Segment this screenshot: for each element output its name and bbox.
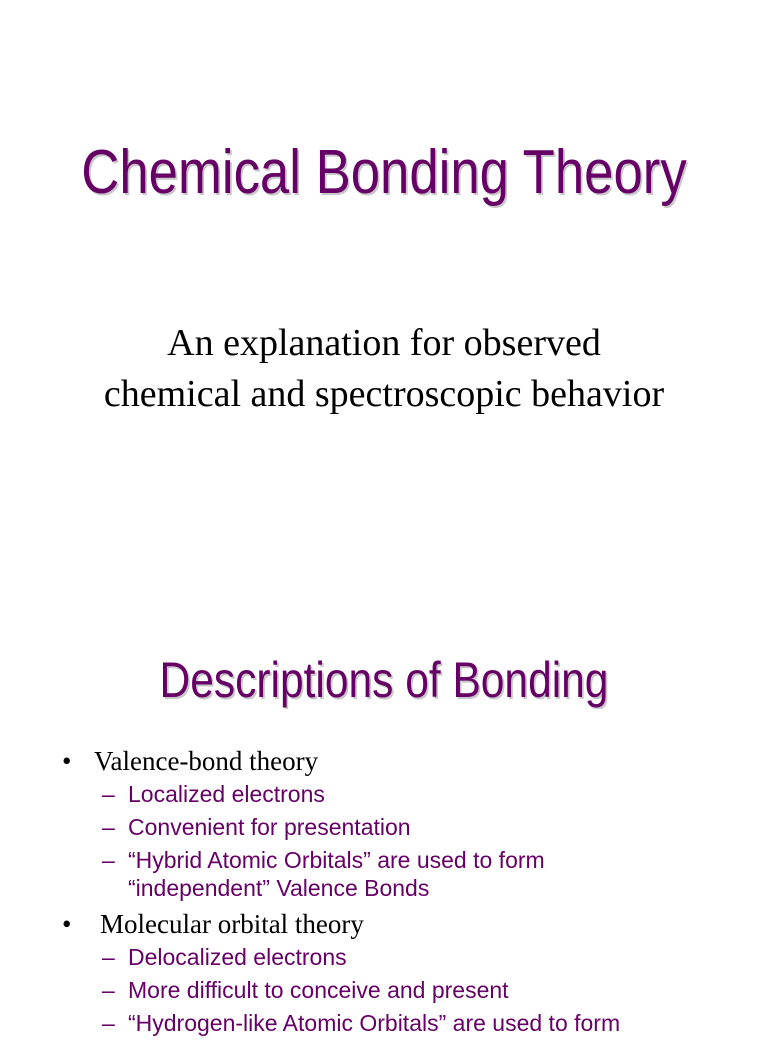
bullet-list (60, 744, 760, 1042)
bullet-text: Valence-bond theory (94, 746, 319, 776)
bullet-text: Molecular orbital theory (100, 909, 364, 939)
slide-subtitle (0, 318, 768, 420)
dash-icon: – (102, 944, 115, 970)
sub-item (102, 780, 760, 808)
bullet-dot-icon: • (62, 909, 72, 939)
dash-icon: – (102, 781, 115, 807)
dash-icon: – (102, 1010, 115, 1036)
sub-item-text: More difficult to conceive and present (128, 977, 509, 1003)
sub-item (102, 1009, 760, 1037)
sub-item-text: Localized electrons (128, 781, 325, 807)
sub-item (102, 943, 760, 971)
slide-descriptions (0, 512, 768, 1036)
bullet-dot-icon: • (62, 746, 72, 776)
dash-icon: – (102, 814, 115, 840)
sub-list (60, 780, 760, 902)
sub-list (60, 943, 760, 1037)
sub-item-text: Convenient for presentation (128, 814, 411, 840)
bullet-valence-bond (60, 744, 760, 902)
sub-item (102, 846, 760, 902)
dash-icon: – (102, 847, 115, 873)
subtitle-line-2: chemical and spectroscopic behavior (103, 373, 665, 415)
dash-icon: – (102, 977, 115, 1003)
subtitle-line-1: An explanation for observed (167, 322, 601, 364)
slide-title-heading: Chemical Bonding Theory (81, 138, 687, 207)
sub-item-text: “Hydrogen-like Atomic Orbitals” are used to form (128, 1010, 621, 1036)
sub-item-text: Delocalized electrons (128, 944, 347, 970)
sub-item-text: “Hybrid Atomic Orbitals” are used to form “independent” Valence Bonds (128, 847, 545, 901)
sub-item (102, 976, 760, 1004)
bullet-molecular-orbital (60, 907, 760, 1037)
slide-title (0, 0, 768, 512)
slide-descriptions-heading: Descriptions of Bonding (159, 652, 609, 708)
sub-item (102, 813, 760, 841)
